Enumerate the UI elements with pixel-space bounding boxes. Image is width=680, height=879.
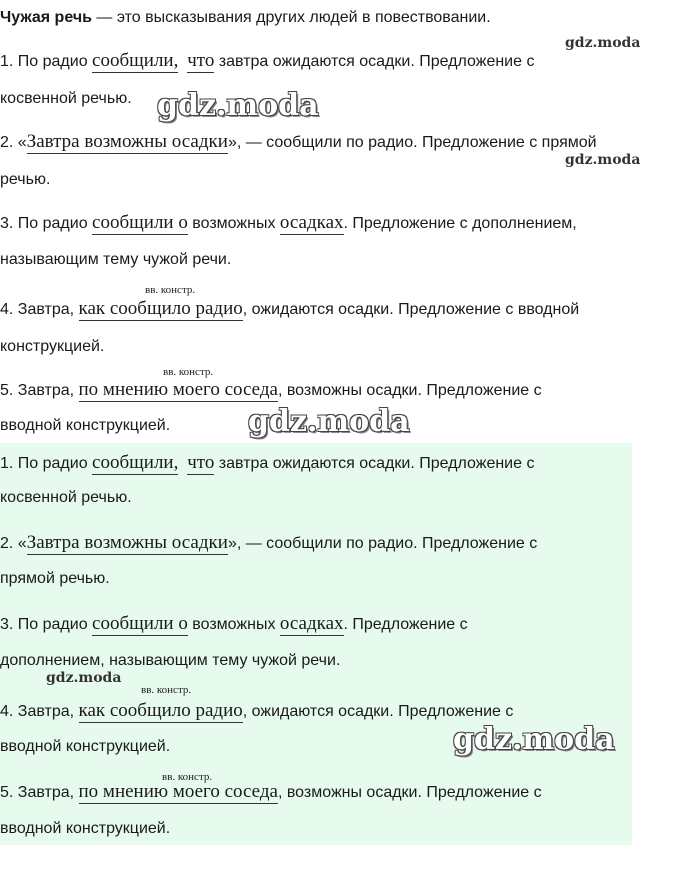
text: 5. Завтра, <box>0 382 79 399</box>
top-sentence-2 <box>0 132 597 153</box>
introductory-construction-tag: вв. констр. <box>145 284 196 296</box>
top-sentence-3 <box>0 213 577 234</box>
answer-sentence-2 <box>0 533 537 554</box>
answer-sentence-2-cont: прямой речью. <box>0 570 110 587</box>
text: 1. По радио <box>0 455 93 472</box>
text: , ожидаются осадки. Предложение с вводной <box>242 301 580 318</box>
handwritten-phrase: осадках <box>279 613 344 634</box>
handwritten-phrase: сообщили о <box>92 613 188 634</box>
text: 4. Завтра, <box>0 703 79 720</box>
intro-text: — это высказывания других людей в повествовании. <box>91 9 491 26</box>
top-sentence-4-cont: конструкцией. <box>0 338 105 355</box>
text: 4. Завтра, <box>0 301 79 318</box>
handwritten-phrase: Завтра возможны осадки <box>26 131 228 152</box>
handwritten-phrase: Завтра возможны осадки <box>26 532 228 553</box>
top-sentence-2-cont: речью. <box>0 171 51 188</box>
watermark: gdz.moda <box>453 722 615 757</box>
text: », — сообщили по радио. Предложение с прямой <box>227 134 597 151</box>
answer-sentence-1 <box>0 453 534 474</box>
handwritten-phrase: по мнению моего соседа <box>78 379 278 400</box>
introductory-construction-tag: вв. констр. <box>141 684 192 696</box>
text: , возможны осадки. Предложение с <box>277 784 542 801</box>
text: , ожидаются осадки. Предложение с <box>242 703 514 720</box>
intro-term: Чужая речь <box>0 9 92 26</box>
answer-sentence-5-cont: вводной конструкцией. <box>0 820 171 837</box>
top-sentence-1 <box>0 51 534 72</box>
text: 1. По радио <box>0 53 93 70</box>
text: 3. По радио <box>0 215 93 232</box>
handwritten-phrase: сообщили, <box>92 452 179 473</box>
top-sentence-1-cont: косвенной речью. <box>0 90 132 107</box>
top-sentence-3-cont: называющим тему чужой речи. <box>0 251 232 268</box>
top-sentence-4 <box>0 299 579 320</box>
text: возможных <box>187 616 280 633</box>
answer-sentence-1-cont: косвенной речью. <box>0 489 132 506</box>
handwritten-phrase: сообщили о <box>92 212 188 233</box>
text: завтра ожидаются осадки. Предложение с <box>214 53 535 70</box>
text: 2. « <box>0 535 27 552</box>
answer-sentence-5 <box>0 782 542 803</box>
answer-sentence-3 <box>0 614 468 635</box>
handwritten-phrase: осадках <box>279 212 344 233</box>
handwritten-phrase: сообщили, <box>92 50 179 71</box>
watermark: gdz.moda <box>46 670 122 686</box>
handwritten-phrase: по мнению моего соседа <box>78 781 278 802</box>
text: 5. Завтра, <box>0 784 79 801</box>
handwritten-phrase: как сообщило радио <box>78 700 243 721</box>
introductory-construction-tag: вв. констр. <box>163 366 214 378</box>
text: », — сообщили по радио. Предложение с <box>227 535 538 552</box>
intro-definition <box>0 8 491 28</box>
watermark: gdz.moda <box>248 404 410 439</box>
handwritten-phrase: как сообщило радио <box>78 298 243 319</box>
text: . Предложение с дополнением, <box>343 215 577 232</box>
text: завтра ожидаются осадки. Предложение с <box>214 455 535 472</box>
handwritten-phrase: что <box>187 452 215 473</box>
watermark: gdz.moda <box>565 152 641 168</box>
watermark: gdz.moda <box>157 88 319 123</box>
text: 2. « <box>0 134 27 151</box>
text: 3. По радио <box>0 616 93 633</box>
text: возможных <box>187 215 280 232</box>
watermark: gdz.moda <box>565 35 641 51</box>
top-sentence-5-cont: вводной конструкцией. <box>0 417 171 434</box>
top-sentence-5 <box>0 380 542 401</box>
text: . Предложение с <box>343 616 468 633</box>
handwritten-phrase: что <box>187 50 215 71</box>
introductory-construction-tag: вв. констр. <box>162 771 213 783</box>
text: , возможны осадки. Предложение с <box>277 382 542 399</box>
answer-sentence-4 <box>0 701 513 722</box>
answer-sentence-3-cont: дополнением, называющим тему чужой речи. <box>0 652 341 669</box>
answer-sentence-4-cont: вводной конструкцией. <box>0 738 171 755</box>
